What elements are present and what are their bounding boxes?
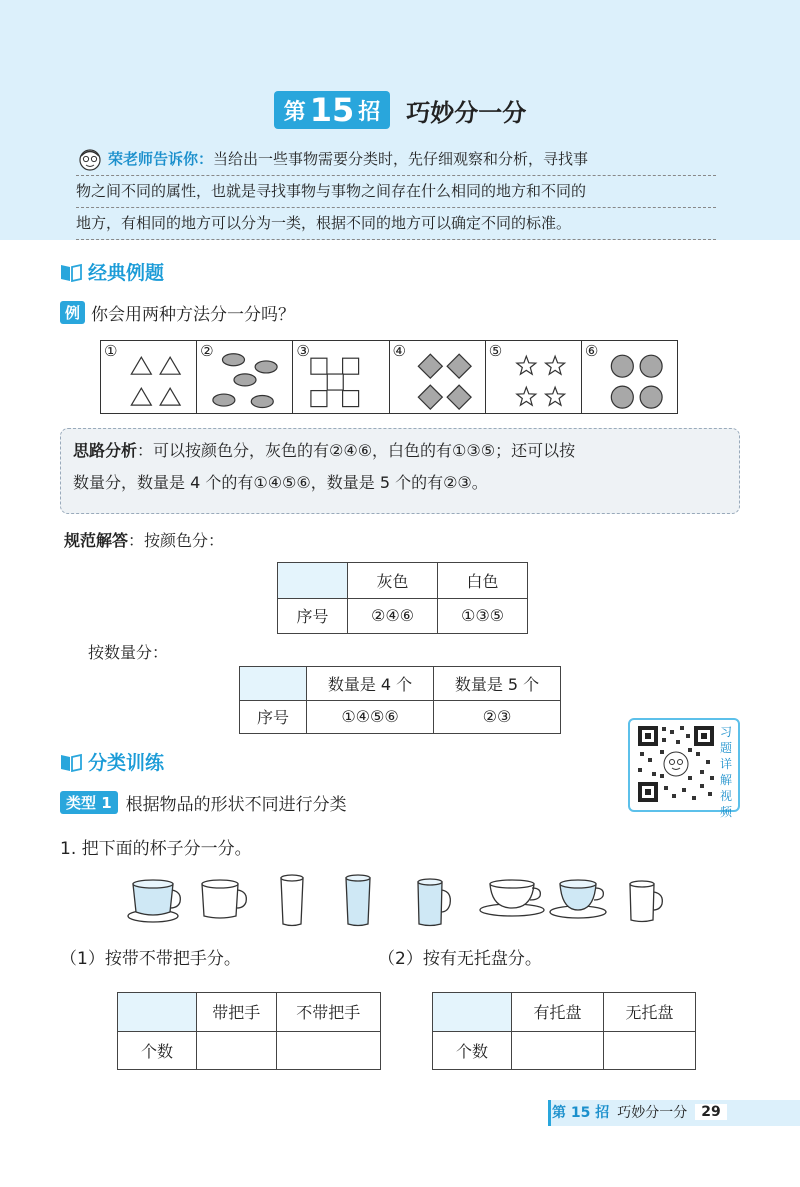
diamond-shape — [447, 385, 471, 409]
square-shape — [343, 391, 359, 407]
cell-number: ① — [104, 342, 118, 360]
square-shape — [328, 374, 344, 390]
diamond-shape — [418, 354, 442, 378]
star-shape — [516, 387, 535, 405]
circle-shape — [640, 355, 662, 377]
cup-1 — [128, 880, 180, 922]
triangle-shape — [160, 388, 180, 405]
cup-5 — [418, 879, 450, 926]
circle-shape — [611, 386, 633, 408]
book-icon — [60, 752, 82, 772]
ellipse-shape — [223, 354, 245, 366]
cell-number: ② — [200, 342, 214, 360]
type-heading: 类型 1 根据物品的形状不同进行分类 — [60, 790, 347, 815]
shape-cell-4 — [390, 341, 486, 413]
diamond-shape — [418, 385, 442, 409]
cup-6 — [480, 880, 544, 916]
shape-cell-5 — [486, 341, 582, 413]
color-table: 灰色 白色 序号 ②④⑥ ①③⑤ — [277, 562, 528, 634]
page-number: 29 — [695, 1104, 726, 1120]
star-shape — [545, 356, 564, 374]
ellipse-shape — [255, 361, 277, 373]
sub-question-1: （1）按带不带把手分。 — [60, 949, 241, 969]
count-method-label: 按数量分： — [88, 643, 169, 662]
ellipse-shape — [234, 374, 256, 386]
analysis-box: 思路分析：可以按颜色分，灰色的有②④⑥，白色的有①③⑤；还可以按 数量分，数量是 4 个的有①④⑤⑥，数量是 5 个的有②③。 — [60, 428, 740, 514]
handle-table: 带把手 不带把手 个数 — [117, 992, 381, 1070]
cell-number: ③ — [296, 342, 310, 360]
qr-caption: 习题详解视频 — [720, 725, 733, 819]
star-shape — [516, 356, 535, 374]
footer: 第 15 招 巧妙分一分 29 — [552, 1102, 727, 1122]
footer-divider — [548, 1100, 551, 1126]
sub-question-2: （2）按有无托盘分。 — [378, 949, 542, 969]
cell-number: ④ — [392, 342, 406, 360]
answer-cell[interactable] — [276, 1031, 380, 1070]
cups-illustration — [120, 870, 680, 930]
teacher-tip: 荣老师告诉你：当给出一些事物需要分类时，先仔细观察和分析，寻找事 物之间不同的属性，也就是寻找事物与事物之间存在什么相同的地方和不同的 地方，有相同的地方可以分为一类，根据不同的地方可以确定不同的标准。 — [76, 144, 716, 240]
cup-2 — [202, 880, 246, 918]
circle-shape — [640, 386, 662, 408]
shape-cell-2 — [197, 341, 293, 413]
example-question: 例 你会用两种方法分一分吗？ — [60, 300, 295, 325]
page-title — [0, 88, 800, 132]
cell-number: ⑤ — [488, 342, 503, 360]
square-shape — [343, 358, 359, 374]
square-shape — [311, 391, 327, 407]
saucer-table: 有托盘 无托盘 个数 — [432, 992, 696, 1070]
triangle-shape — [160, 357, 180, 374]
ellipse-shape — [251, 395, 273, 407]
diamond-shape — [447, 354, 471, 378]
shape-cell-1 — [101, 341, 197, 413]
star-shape — [545, 387, 564, 405]
shape-groups — [100, 340, 678, 414]
triangle-shape — [131, 357, 151, 374]
count-table: 数量是 4 个 数量是 5 个 序号 ①④⑤⑥ ②③ — [239, 666, 561, 734]
answer-cell[interactable] — [197, 1031, 277, 1070]
video-qr-code[interactable] — [628, 718, 740, 819]
circle-shape — [611, 355, 633, 377]
cup-3 — [281, 875, 303, 926]
standard-answer: 规范解答：按颜色分： — [64, 531, 225, 550]
qr-code-icon — [636, 724, 716, 804]
teacher-face-icon — [76, 147, 104, 173]
answer-cell[interactable] — [604, 1031, 696, 1070]
triangle-shape — [131, 388, 151, 405]
book-icon — [60, 262, 82, 282]
cell-number: ⑥ — [584, 342, 599, 360]
cup-7 — [550, 880, 606, 918]
chapter-badge: 第 15 招 — [274, 91, 391, 129]
square-shape — [311, 358, 327, 374]
section-classic-examples: 经典例题 — [60, 258, 164, 285]
title-text: 巧妙分一分 — [406, 98, 527, 127]
cup-4 — [346, 875, 370, 926]
shape-cell-3 — [293, 341, 389, 413]
shape-cell-6 — [582, 341, 677, 413]
answer-cell[interactable] — [512, 1031, 604, 1070]
cup-8 — [630, 881, 662, 922]
ellipse-shape — [213, 394, 235, 406]
problem-1: 1. 把下面的杯子分一分。 — [60, 839, 252, 859]
section-classification-training: 分类训练 — [60, 748, 164, 775]
